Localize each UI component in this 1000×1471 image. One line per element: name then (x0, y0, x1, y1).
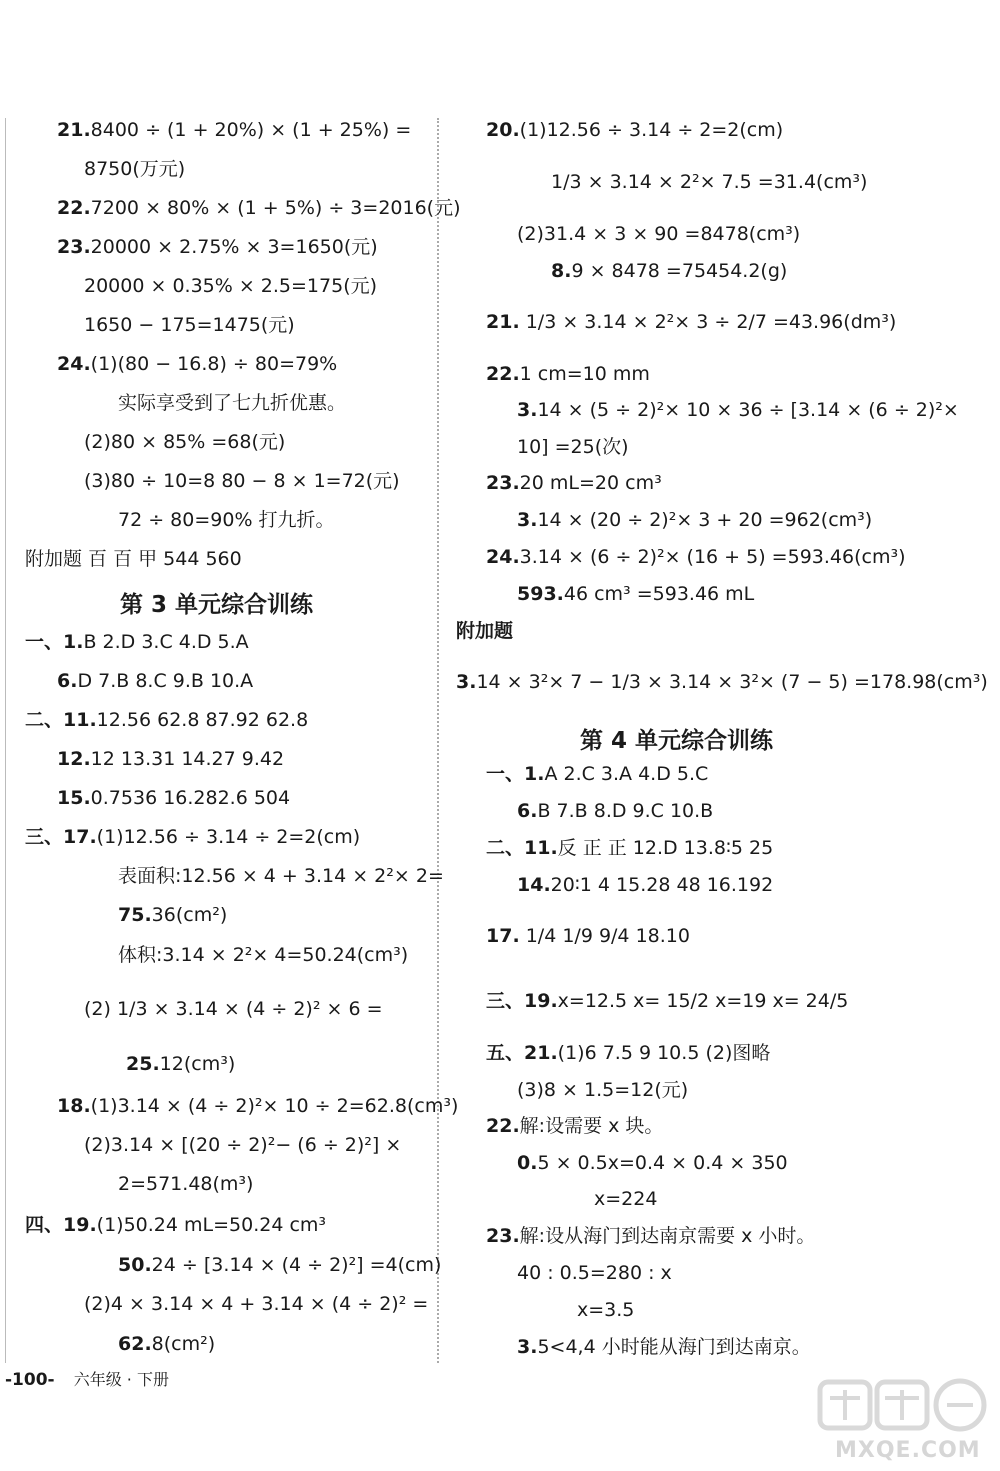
right-line-27: 40 : 0.5=280 : x (517, 1262, 672, 1284)
question-number: 25. (126, 1053, 160, 1075)
question-number: 24. (57, 353, 91, 375)
question-number: 18. (57, 1095, 91, 1117)
question-number: 6. (57, 670, 78, 692)
left-line-2: 8750(万元) (84, 158, 186, 180)
right-line-1: 20.(1)12.56 ÷ 3.14 ÷ 2=2(cm) (486, 119, 784, 141)
question-number: 一、1. (486, 763, 545, 785)
left-line-11: 72 ÷ 80=90% 打九折。 (118, 509, 335, 531)
left-line-10: (3)80 ÷ 10=8 80 − 8 × 1=72(元) (84, 470, 400, 492)
question-number: 二、11. (25, 709, 97, 731)
left-line-30: 62.8(cm²) (118, 1333, 216, 1355)
left-line-27: 四、19.(1)50.24 mL=50.24 cm³ (25, 1214, 327, 1236)
question-number: 17. (486, 925, 520, 947)
question-number: 0. (517, 1152, 538, 1174)
left-line-3: 22.7200 × 80% × (1 + 5%) ÷ 3=2016(元) (57, 197, 461, 219)
section-title-unit-3: 第 3 单元综合训练 (120, 592, 314, 618)
question-number: 23. (57, 236, 91, 258)
question-number: 3. (517, 509, 538, 531)
left-line-23: 25.12(cm³) (126, 1053, 236, 1075)
left-line-7: 24.(1)(80 − 16.8) ÷ 80=79% (57, 353, 338, 375)
question-number: 15. (57, 787, 91, 809)
question-number: 593. (517, 583, 564, 605)
right-line-3: (2)31.4 × 3 × 90 =8478(cm³) (517, 223, 801, 245)
question-number: 二、11. (486, 837, 558, 859)
question-number: 24. (486, 546, 520, 568)
question-number: 3. (456, 671, 477, 693)
question-number: 12. (57, 748, 91, 770)
question-number: 6. (517, 800, 538, 822)
question-number: 23. (486, 1225, 520, 1247)
left-line-17: 15.0.7536 16.282.6 504 (57, 787, 291, 809)
left-line-12: 附加题 百 百 甲 544 560 (25, 548, 242, 570)
question-number: 21. (486, 311, 520, 333)
right-line-18: 14.20∶1 4 15.28 48 16.192 (517, 874, 774, 896)
left-line-1: 21.8400 ÷ (1 + 20%) × (1 + 25%) = (57, 119, 412, 141)
left-line-13: 一、1.B 2.D 3.C 4.D 5.A (25, 631, 249, 653)
left-line-28: 50.24 ÷ [3.14 × (4 ÷ 2)²] =4(cm) (118, 1254, 442, 1276)
left-line-16: 12.12 13.31 14.27 9.42 (57, 748, 285, 770)
question-number: 14. (517, 874, 551, 896)
column-divider (437, 118, 440, 1363)
question-number: 8. (551, 260, 572, 282)
left-line-8: 实际享受到了七九折优惠。 (118, 392, 347, 414)
right-line-4: 8.9 × 8478 =75454.2(g) (551, 260, 788, 282)
question-number: 22. (57, 197, 91, 219)
left-line-25: (2)3.14 × [(20 ÷ 2)²− (6 ÷ 2)²] × (84, 1134, 402, 1156)
question-number: 三、19. (486, 990, 558, 1012)
right-line-16: 6.B 7.B 8.D 9.C 10.B (517, 800, 714, 822)
right-line-20: 三、19.x=12.5 x= 15/2 x=19 x= 24/5 (486, 990, 849, 1012)
left-line-24: 18.(1)3.14 × (4 ÷ 2)²× 10 ÷ 2=62.8(cm³) (57, 1095, 459, 1117)
left-line-15: 二、11.12.56 62.8 87.92 62.8 (25, 709, 309, 731)
right-line-6: 22.1 cm=10 mm (486, 363, 650, 385)
section-title-unit-4: 第 4 单元综合训练 (580, 728, 774, 754)
left-margin-rule (5, 118, 6, 1363)
left-line-9: (2)80 × 85% =68(元) (84, 431, 286, 453)
question-number: 23. (486, 472, 520, 494)
question-number: 50. (118, 1254, 152, 1276)
right-line-25: x=224 (594, 1188, 658, 1210)
left-line-20: 75.36(cm²) (118, 904, 228, 926)
right-line-29: 3.5<4,4 小时能从海门到达南京。 (517, 1336, 811, 1358)
right-line-15: 一、1.A 2.C 3.A 4.D 5.C (486, 763, 709, 785)
right-line-11: 24.3.14 × (6 ÷ 2)²× (16 + 5) =593.46(cm³) (486, 546, 906, 568)
watermark-text: MXQE.COM (835, 1438, 981, 1463)
right-line-21: 五、21.(1)6 7.5 9 10.5 (2)图略 (486, 1042, 771, 1064)
right-line-7: 3.14 × (5 ÷ 2)²× 10 × 36 ÷ [3.14 × (6 ÷ 2)²× (517, 399, 959, 421)
question-number: 75. (118, 904, 152, 926)
left-line-18: 三、17.(1)12.56 ÷ 3.14 ÷ 2=2(cm) (25, 826, 361, 848)
right-line-24: 0.5 × 0.5x=0.4 × 0.4 × 350 (517, 1152, 788, 1174)
right-line-10: 3.14 × (20 ÷ 2)²× 3 + 20 =962(cm³) (517, 509, 873, 531)
left-line-6: 1650 − 175=1475(元) (84, 314, 295, 336)
question-number: 22. (486, 1115, 520, 1137)
right-line-5: 21. 1/3 × 3.14 × 2²× 3 ÷ 2/7 =43.96(dm³) (486, 311, 897, 333)
question-number: 一、1. (25, 631, 84, 653)
question-number: 3. (517, 399, 538, 421)
question-number: 20. (486, 119, 520, 141)
right-line-28: x=3.5 (577, 1299, 635, 1321)
question-number: 3. (517, 1336, 538, 1358)
right-line-22: (3)8 × 1.5=12(元) (517, 1079, 689, 1101)
question-number: 21. (57, 119, 91, 141)
page-footer (5, 1367, 169, 1390)
left-line-26: 2=571.48(m³) (118, 1173, 254, 1195)
question-number: 五、21. (486, 1042, 558, 1064)
page-number: -100- (5, 1370, 55, 1390)
right-line-9: 23.20 mL=20 cm³ (486, 472, 662, 494)
right-line-2: 1/3 × 3.14 × 2²× 7.5 =31.4(cm³) (551, 171, 868, 193)
right-line-12: 593.46 cm³ =593.46 mL (517, 583, 755, 605)
right-line-23: 22.解:设需要 x 块。 (486, 1115, 664, 1137)
right-line-8: 10] =25(次) (517, 436, 629, 458)
question-number: 62. (118, 1333, 152, 1355)
book-grade-label: 六年级 · 下册 (73, 1370, 169, 1389)
left-line-14: 6.D 7.B 8.C 9.B 10.A (57, 670, 254, 692)
right-line-26: 23.解:设从海门到达南京需要 x 小时。 (486, 1225, 816, 1247)
right-line-19: 17. 1/4 1/9 9/4 18.10 (486, 925, 690, 947)
left-line-22: (2) 1/3 × 3.14 × (4 ÷ 2)² × 6 = (84, 998, 383, 1020)
right-line-14: 3.14 × 3²× 7 − 1/3 × 3.14 × 3²× (7 − 5) =178.98(cm³) (456, 671, 988, 693)
left-line-29: (2)4 × 3.14 × 4 + 3.14 × (4 ÷ 2)² = (84, 1293, 429, 1315)
question-number: 22. (486, 363, 520, 385)
question-number: 四、19. (25, 1214, 97, 1236)
question-number: 三、17. (25, 826, 97, 848)
left-line-5: 20000 × 0.35% × 2.5=175(元) (84, 275, 378, 297)
left-line-4: 23.20000 × 2.75% × 3=1650(元) (57, 236, 378, 258)
right-line-17: 二、11.反 正 正 12.D 13.8∶5 25 (486, 837, 774, 859)
right-line-13: 附加题 (456, 620, 514, 642)
left-line-19: 表面积:12.56 × 4 + 3.14 × 2²× 2= (118, 865, 444, 887)
left-line-21: 体积:3.14 × 2²× 4=50.24(cm³) (118, 944, 409, 966)
